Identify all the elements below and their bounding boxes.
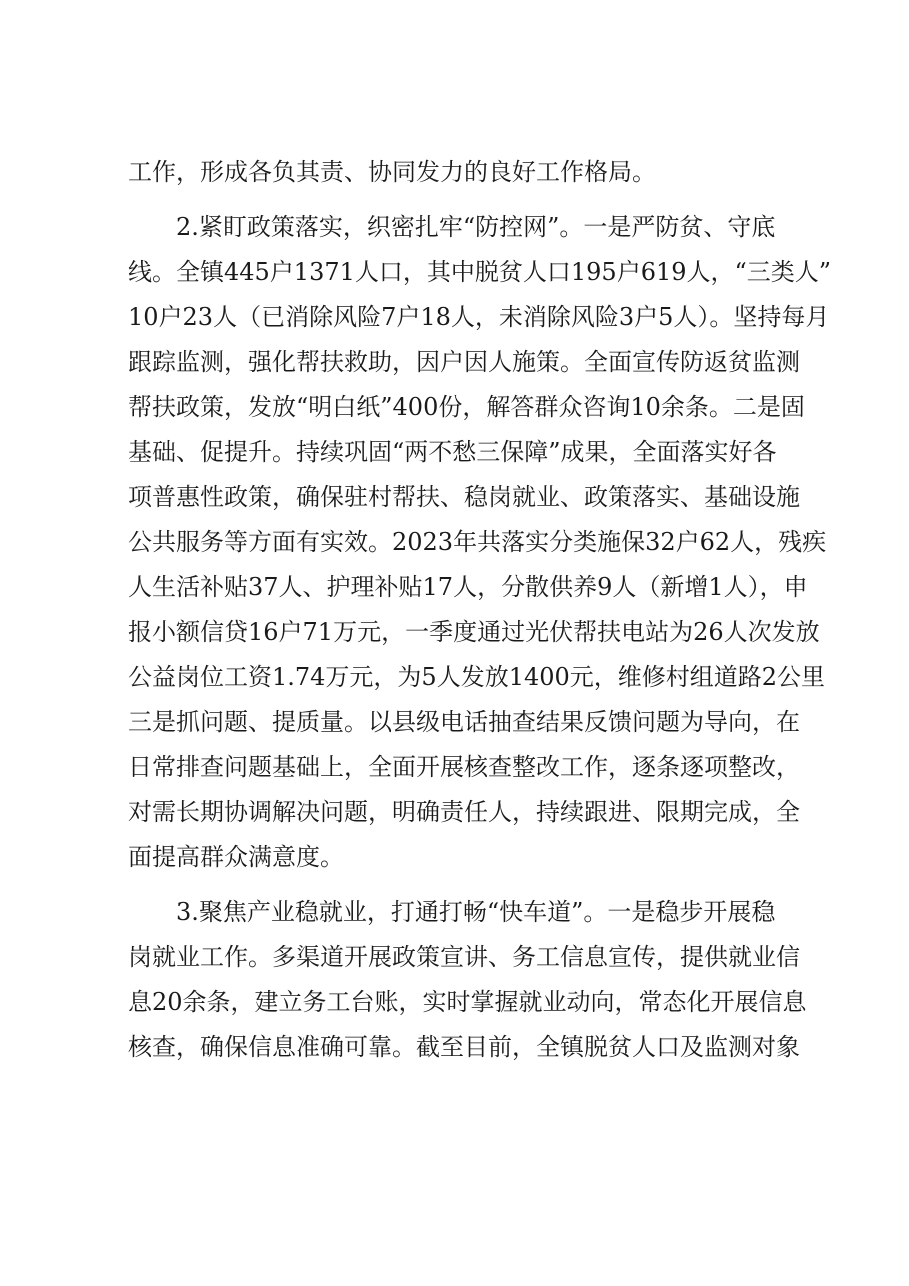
paragraph-heading-3: 3.聚焦产业稳就业，打通打畅“快车道”。一是稳步开展稳 xyxy=(176,898,776,926)
text-line: 工作，形成各负其责、协同发力的良好工作格局。 xyxy=(128,158,656,186)
text-line: 对需长期协调解决问题，明确责任人，持续跟进、限期完成，全 xyxy=(128,798,800,826)
text-line: 跟踪监测，强化帮扶救助，因户因人施策。全面宣传防返贫监测 xyxy=(128,348,800,376)
text-line: 公益岗位工资1.74万元，为5人发放1400元，维修村组道路2公里 xyxy=(128,663,826,691)
text-line: 线。全镇445户1371人口，其中脱贫人口195户619人，“三类人” xyxy=(128,258,832,286)
text-line: 日常排查问题基础上，全面开展核查整改工作，逐条逐项整改， xyxy=(128,753,800,781)
text-line: 项普惠性政策，确保驻村帮扶、稳岗就业、政策落实、基础设施 xyxy=(128,483,800,511)
text-line: 公共服务等方面有实效。2023年共落实分类施保32户62人，残疾 xyxy=(128,528,827,556)
text-line: 面提高群众满意度。 xyxy=(128,843,344,871)
paragraph-heading-2: 2.紧盯政策落实，织密扎牢“防控网”。一是严防贫、守底 xyxy=(176,213,776,241)
text-line: 人生活补贴37人、护理补贴17人，分散供养9人（新增1人），申 xyxy=(128,573,808,601)
text-line: 10户23人（已消除风险7户18人，未消除风险3户5人）。坚持每月 xyxy=(128,303,830,331)
body-text xyxy=(128,158,832,1080)
text-line: 基础、促提升。持续巩固“两不愁三保障”成果，全面落实好各 xyxy=(128,438,777,466)
text-line: 帮扶政策，发放“明白纸”400份，解答群众咨询10余条。二是固 xyxy=(128,393,805,421)
text-line: 报小额信贷16户71万元，一季度通过光伏帮扶电站为26人次发放 xyxy=(128,618,820,646)
text-line: 三是抓问题、提质量。以县级电话抽查结果反馈问题为导向，在 xyxy=(128,708,800,736)
text-line: 息20余条，建立务工台账，实时掌握就业动向，常态化开展信息 xyxy=(128,988,807,1016)
text-line: 核查，确保信息准确可靠。截至目前，全镇脱贫人口及监测对象 xyxy=(128,1033,800,1061)
text-line: 岗就业工作。多渠道开展政策宣讲、务工信息宣传，提供就业信 xyxy=(128,943,800,971)
